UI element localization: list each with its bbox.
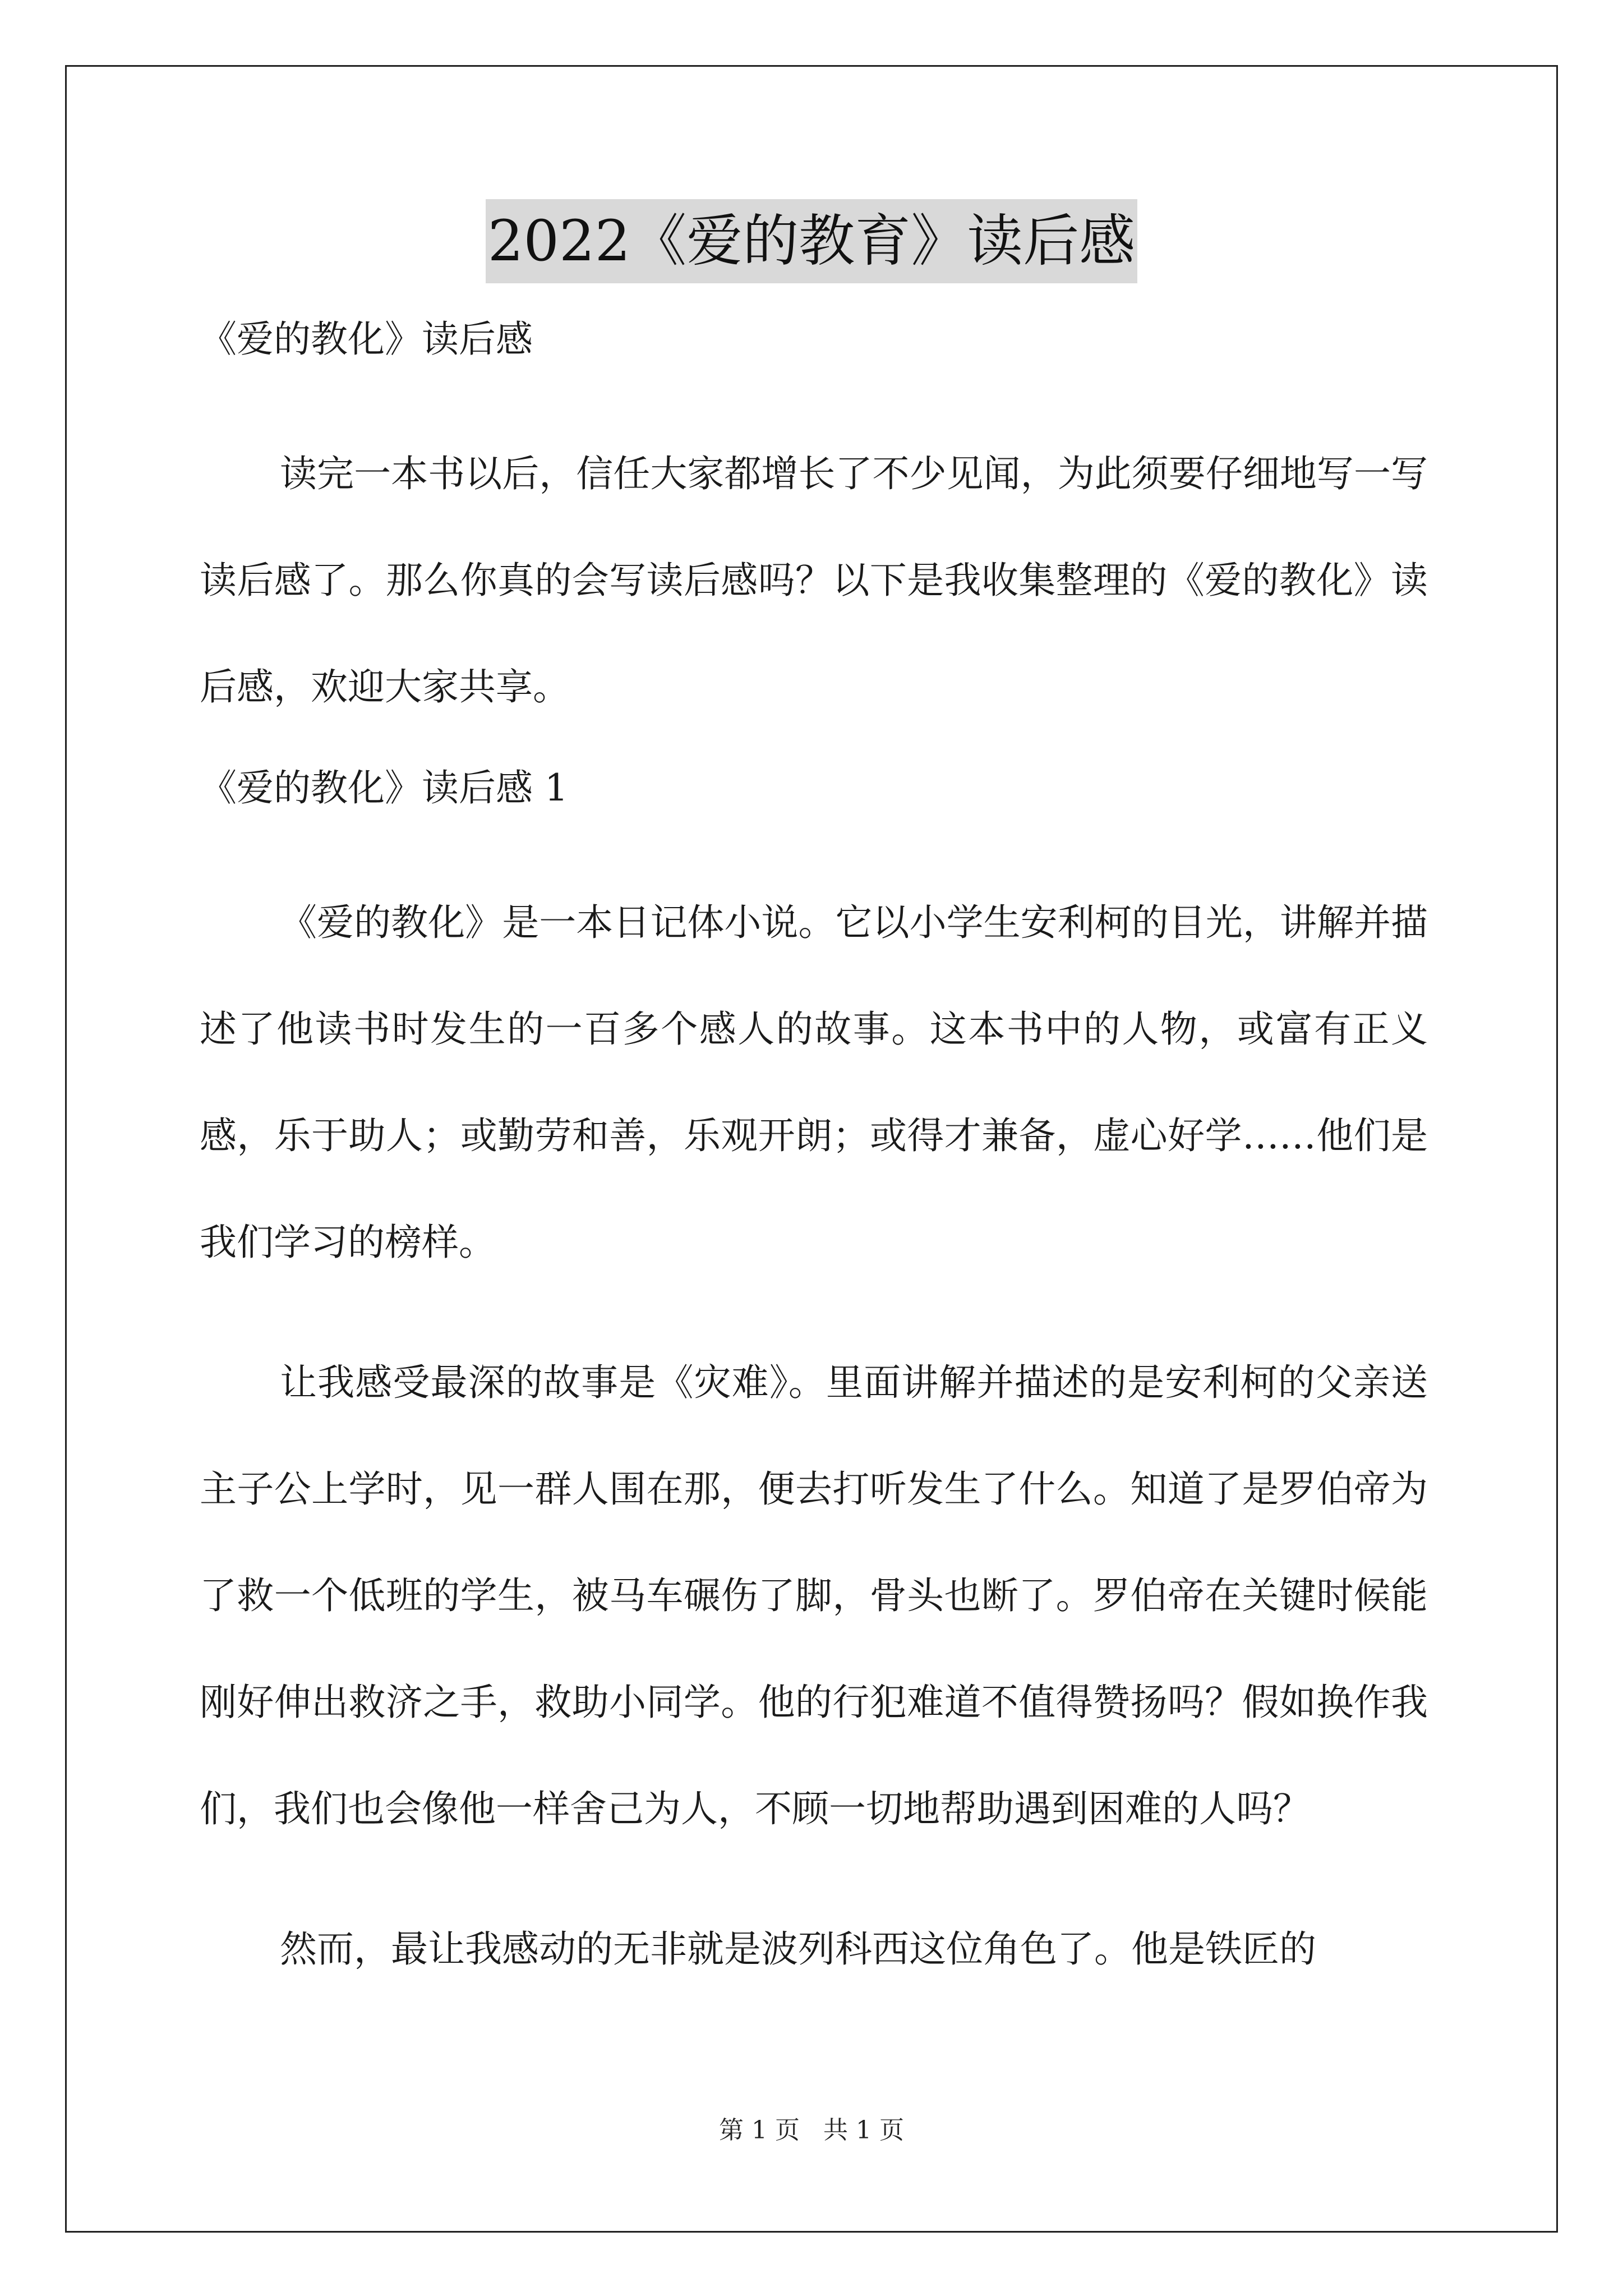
paragraph: 读完一本书以后，信任大家都增长了不少见闻，为此须要仔细地写一写读后感了。那么你真的会写读后感吗？以下是我收集整理的《爱的教化》读后感，欢迎大家共享。 — [200, 452, 1428, 708]
paragraph: 然而，最让我感动的无非就是波列科西这位角色了。他是铁匠的 — [280, 1927, 1316, 1971]
paragraph: 让我感受最深的故事是《灾难》。里面讲解并描述的是安利柯的父亲送主子公上学时，见一群人围在那，便去打听发生了什么。知道了是罗伯帝为了救一个低班的学生，被马车碾伤了脚，骨头也断了。罗伯帝在关键时候能刚好伸出救济之手，救助小同学。他的行犯难道不值得赞扬吗？假如换作我们，我们也会像他一样舍己为人，不顾一切地帮助遇到困难的人吗？ — [200, 1361, 1428, 1830]
section-heading: 《爱的教化》读后感 1 — [200, 766, 568, 809]
section-heading: 《爱的教化》读后感 — [200, 318, 533, 361]
document-title: 2022《爱的教育》读后感 — [486, 199, 1138, 283]
title-container — [0, 199, 1623, 283]
paragraph: 《爱的教化》是一本日记体小说。它以小学生安利柯的目光，讲解并描述了他读书时发生的一百多个感人的故事。这本书中的人物，或富有正义感，乐于助人；或勤劳和善，乐观开朗；或得才兼备，虚心好学……他们是我们学习的榜样。 — [200, 901, 1428, 1264]
page-footer: 第 1 页 共 1 页 — [719, 2116, 904, 2145]
document-body — [200, 314, 1428, 2003]
